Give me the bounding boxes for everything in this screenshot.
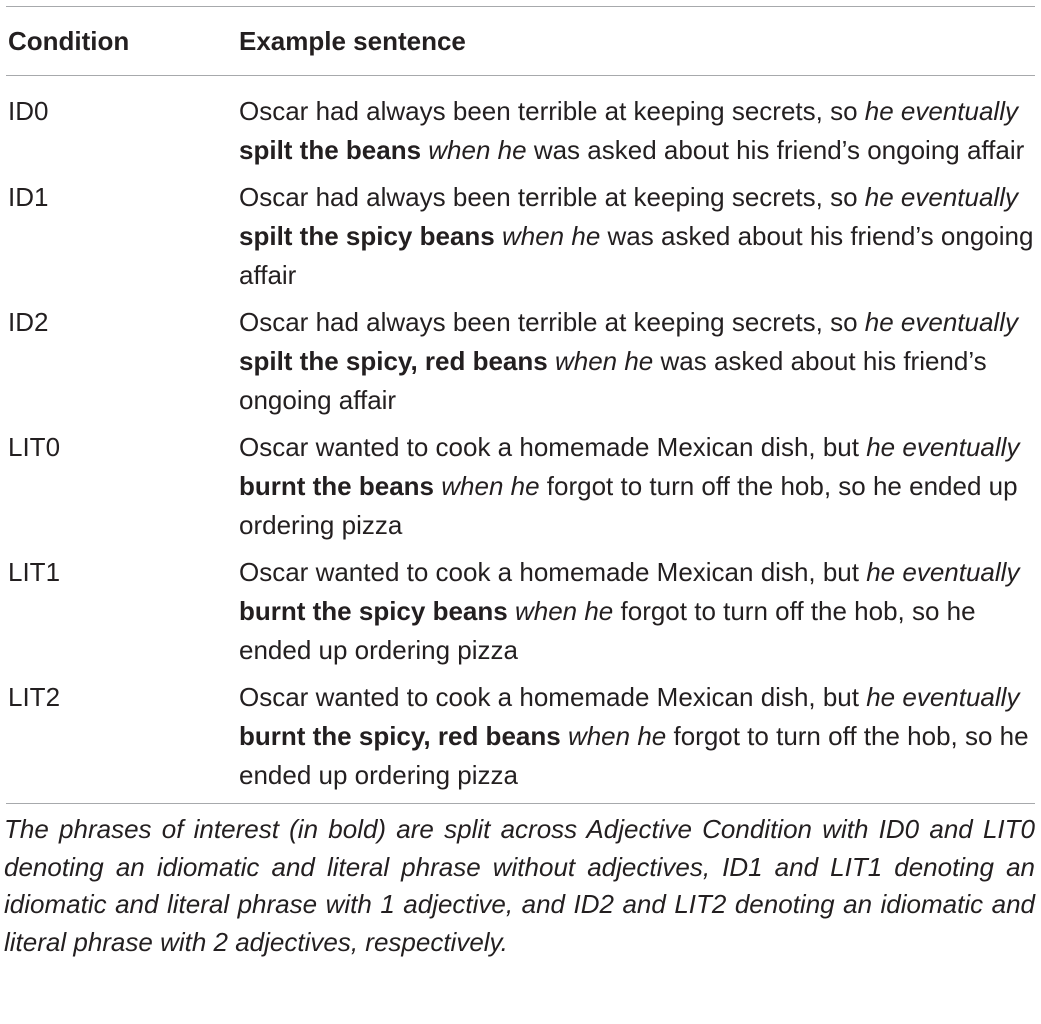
- example-sentence-cell: [239, 178, 1041, 295]
- italic-segment: he eventually: [866, 432, 1020, 462]
- example-sentence-table: [6, 6, 1041, 961]
- table-row: [6, 178, 1041, 295]
- italic-segment: when he: [428, 135, 527, 165]
- condition-cell: ID0: [8, 96, 49, 126]
- condition-cell: LIT1: [8, 557, 61, 587]
- phrase-of-interest: spilt the spicy beans: [239, 221, 495, 251]
- condition-cell: LIT2: [8, 682, 61, 712]
- example-sentence-cell: [239, 553, 1041, 670]
- example-sentence-cell: [239, 303, 1041, 420]
- phrase-of-interest: burnt the spicy beans: [239, 596, 508, 626]
- sentence-segment: [508, 596, 515, 626]
- sentence-segment: was asked about his friend’s ongoing affair: [239, 221, 1034, 290]
- sentence-segment: Oscar wanted to cook a homemade Mexican dish, but: [239, 432, 867, 462]
- italic-segment: he eventually: [864, 182, 1018, 212]
- sentence-segment: Oscar wanted to cook a homemade Mexican dish, but: [239, 682, 867, 712]
- table-row: [6, 303, 1041, 420]
- sentence-segment: forgot to turn off the hob, so he ended up ordering pizza: [239, 471, 1018, 540]
- phrase-of-interest: burnt the spicy, red beans: [239, 721, 561, 751]
- italic-segment: he eventually: [864, 96, 1018, 126]
- example-sentence-cell: [239, 428, 1041, 545]
- sentence-segment: forgot to turn off the hob, so he ended up ordering pizza: [239, 596, 976, 665]
- sentence-segment: Oscar had always been terrible at keeping secrets, so: [239, 182, 865, 212]
- example-sentence-cell: [239, 92, 1041, 170]
- table-row: [6, 678, 1041, 795]
- sentence-segment: Oscar had always been terrible at keeping secrets, so: [239, 96, 865, 126]
- condition-cell: LIT0: [8, 432, 61, 462]
- sentence-segment: Oscar had always been terrible at keeping secrets, so: [239, 307, 865, 337]
- italic-segment: when he: [554, 346, 654, 376]
- sentence-segment: forgot to turn off the hob, so he ended up ordering pizza: [239, 721, 1029, 790]
- table-header-row: [6, 7, 1041, 75]
- table-row: [6, 92, 1041, 170]
- italic-segment: he eventually: [864, 307, 1018, 337]
- sentence-segment: Oscar wanted to cook a homemade Mexican dish, but: [239, 557, 867, 587]
- phrase-of-interest: spilt the beans: [239, 135, 422, 165]
- example-sentence-cell: [239, 678, 1041, 795]
- sentence-segment: was asked about his friend’s ongoing affair: [239, 346, 987, 415]
- italic-segment: when he: [501, 221, 601, 251]
- header-example-sentence: Example sentence: [239, 25, 466, 56]
- table-row: [6, 428, 1041, 545]
- sentence-segment: [548, 346, 555, 376]
- phrase-of-interest: burnt the beans: [239, 471, 435, 501]
- table-row: [6, 553, 1041, 670]
- sentence-segment: [561, 721, 568, 751]
- italic-segment: he eventually: [866, 557, 1020, 587]
- italic-segment: when he: [441, 471, 540, 501]
- phrase-of-interest: spilt the spicy, red beans: [239, 346, 548, 376]
- table-body: [6, 76, 1041, 795]
- sentence-segment: was asked about his friend’s ongoing affair: [526, 135, 1025, 165]
- table-footnote: The phrases of interest (in bold) are split across Adjective Condition with ID0 and LIT0 denoting an idiomatic and literal phrase without adjectives, ID1 and LIT1 denoting an idiomatic and literal phrase with 1 adjective, and ID2 and LIT2 denoting an idiomatic and literal phrase with 2 adjectives, respectively.: [4, 814, 1035, 957]
- condition-cell: ID1: [8, 182, 49, 212]
- italic-segment: when he: [567, 721, 667, 751]
- italic-segment: when he: [514, 596, 614, 626]
- sentence-segment: [495, 221, 502, 251]
- header-condition: Condition: [8, 25, 130, 56]
- italic-segment: he eventually: [866, 682, 1020, 712]
- condition-cell: ID2: [8, 307, 49, 337]
